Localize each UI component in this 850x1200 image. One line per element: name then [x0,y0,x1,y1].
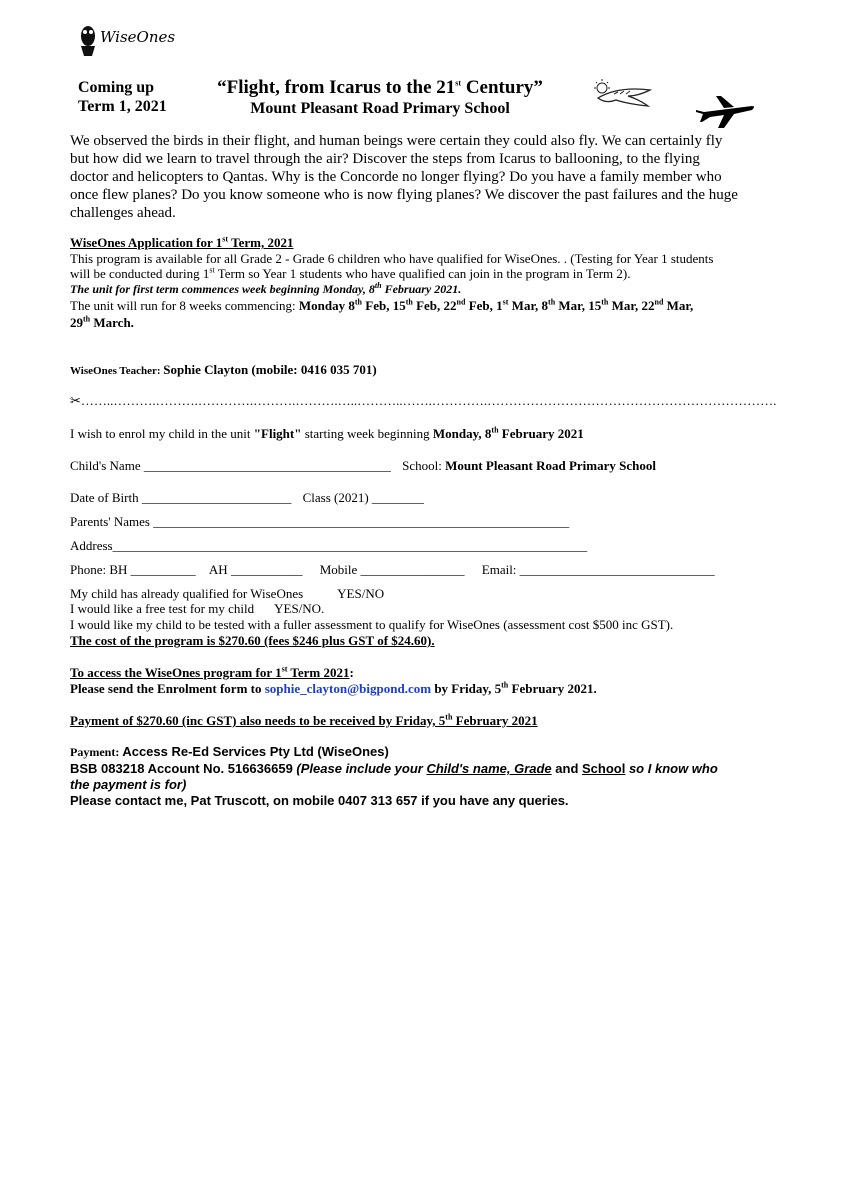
coming-up [78,78,167,116]
enrol-statement: I wish to enrol my child in the unit "Flight" starting week beginning Monday, 8th February 2021 [70,425,584,441]
coming-line1: Coming up [78,79,155,96]
school-value: Mount Pleasant Road Primary School [445,458,656,473]
owl-logo-icon [78,22,98,58]
class-field[interactable]: Class (2021) ________ [302,490,424,505]
page-title [200,77,560,118]
phone-row [70,562,780,578]
cut-line: ✂……..……….……….………….……….……….…..………..…….………….…………………………………………………………. [70,393,777,408]
application-heading: WiseOnes Application for 1st Term, 2021 [70,234,294,250]
child-name-field[interactable]: Child's Name ______________________________________ [70,458,391,473]
unit-dates: The unit will run for 8 weeks commencing: Monday 8th Feb, 15th Feb, 22nd Feb, 1st Mar, 8th Mar, 15th Mar, 22nd Mar, [70,297,694,313]
address-field[interactable]: Address_________________________________________________________________________ [70,538,588,553]
program-cost: The cost of the program is $270.60 (fees $246 plus GST of $24.60). [70,633,435,648]
parents-field[interactable]: Parents' Names ________________________________________________________________ [70,514,570,529]
title-text: “Flight, from Icarus to the 21 [217,77,456,98]
free-test-yes-no[interactable]: YES/NO. [274,601,325,616]
payment-note-line2: the payment is for) [70,777,187,792]
airplane-icon [694,94,756,130]
qualified-yes-no[interactable]: YES/NO [337,586,385,601]
intro-paragraph: We observed the birds in their flight, and human beings were certain they could also fly. We can certainly fly but how did we learn to travel through the air? Discover the steps from Icarus to ballooning, to the flying doctor and helicopters to Qantas. Why is the Concorde no longer flying? Do you have a family member who once flew planes? Do you know someone who is now flying planes? We discover the past failures and the huge challenges ahead. [70,133,738,221]
dob-field[interactable]: Date of Birth _______________________ [70,490,292,505]
page-subtitle: Mount Pleasant Road Primary School [250,100,510,117]
title-text-end: Century” [461,77,543,98]
free-test-row: I would like a free test for my child YES/NO. [70,601,325,616]
logo-text: WiseOnes [100,28,176,46]
send-enrolment: Please send the Enrolment form to sophie_clayton@bigpond.com by Friday, 5th February 2021. [70,680,597,696]
qualified-row: My child has already qualified for WiseOnes YES/NO [70,586,385,601]
email-link[interactable]: sophie_clayton@bigpond.com [264,681,432,696]
bird-sketch-icon [588,76,660,112]
scissors-icon: ✂ [70,393,81,408]
mobile-field[interactable]: Mobile ________________ [319,562,465,577]
phone-ah-field[interactable]: AH ___________ [208,562,303,577]
access-heading: To access the WiseOnes program for 1st Term 2021: [70,664,354,680]
title-sup: st [455,78,462,88]
payment-due: Payment of $270.60 (inc GST) also needs to be received by Friday, 5th February 2021 [70,712,538,728]
application-line1: This program is available for all Grade 2 - Grade 6 children who have qualified for WiseOnes. . (Testing for Year 1 students [70,251,714,266]
phone-bh-field[interactable]: Phone: BH __________ [70,562,196,577]
email-field[interactable]: Email: ______________________________ [481,562,715,577]
payment-company: Payment: Access Re-Ed Services Pty Ltd (WiseOnes) [70,744,389,759]
fuller-assessment: I would like my child to be tested with a fuller assessment to qualify for WiseOnes (assessment cost $500 inc GST). [70,617,674,632]
application-line2: will be conducted during 1st Term so Year 1 students who have qualified can join in the program in Term 2). [70,265,631,281]
child-name-row: Child's Name ______________________________________ School: Mount Pleasant Road Primary School [70,458,656,473]
dob-row [70,490,780,506]
payment-bsb: BSB 083218 Account No. 516636659 (Please include your Child's name, Grade and School so I know who [70,761,718,776]
teacher-line: WiseOnes Teacher: Sophie Clayton (mobile: 0416 035 701) [70,362,377,377]
unit-commence-note: The unit for first term commences week beginning Monday, 8th February 2021. [70,281,462,296]
contact-line: Please contact me, Pat Truscott, on mobile 0407 313 657 if you have any queries. [70,793,569,808]
coming-line2: Term 1, 2021 [78,98,167,115]
unit-last-date: 29th March. [70,314,134,330]
